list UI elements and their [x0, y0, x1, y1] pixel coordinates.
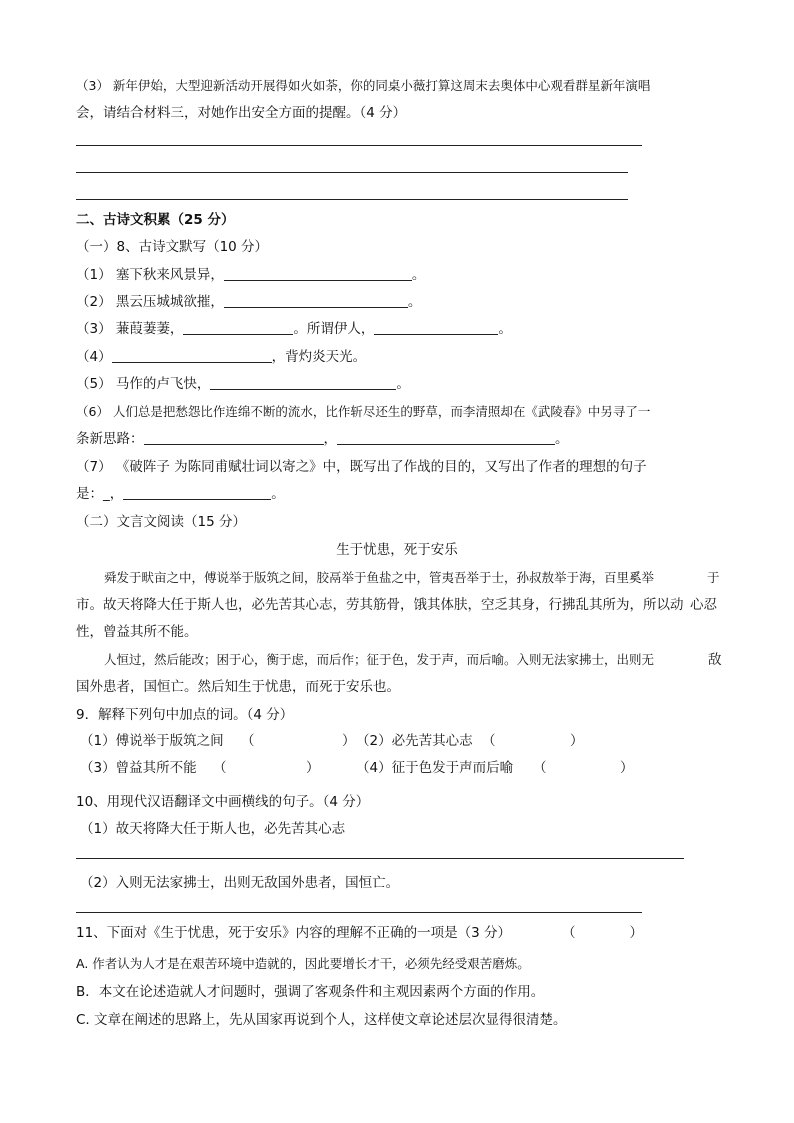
dictation-text: ，背灼炎天光。 — [271, 349, 367, 365]
answer-line — [76, 172, 628, 173]
passage-line-end: 心忍 — [690, 597, 717, 613]
passage-line: 人恒过，然后能改；困于心，衡于虑，而后作；征于色，发于声，而后喻。入则无法家拂士，出则无 — [104, 652, 655, 667]
fill-blank[interactable] — [224, 267, 412, 281]
q9-item-2: （2）必先苦其心志 — [356, 733, 473, 749]
q9-item-1: （1）傅说举于版筑之间 — [80, 733, 224, 749]
dictation-2 — [76, 293, 421, 311]
option-b: B．本文在论述造就人才问题时，强调了客观条件和主观因素两个方面的作用。 — [76, 984, 545, 1000]
question-9: 9．解释下列句中加点的词。（4 分） — [76, 707, 294, 723]
fill-blank[interactable] — [210, 376, 396, 390]
dictation-text: 是：_， — [76, 486, 124, 502]
dictation-text: （5） 马作的卢飞快， — [76, 376, 211, 392]
dictation-text: （1） 塞下秋来风景异， — [76, 267, 224, 283]
q7-3-line2: 会，请结合材料三，对她作出安全方面的提醒。（4 分） — [76, 105, 407, 121]
q9-item-3: （3）曾益其所不能 — [80, 760, 197, 776]
dictation-text: 。 — [498, 321, 512, 337]
dictation-4 — [76, 348, 366, 366]
dictation-7-line1: （7） 《破阵子 为陈同甫赋壮词以寄之》中，既写出了作战的目的，又写出了作者的理想的句子 — [76, 459, 647, 475]
answer-paren[interactable]: （ ） — [562, 925, 643, 941]
paren-open: （ — [213, 760, 227, 776]
dictation-7-line2 — [76, 485, 285, 503]
dictation-3 — [76, 320, 512, 338]
dictation-text: 。 — [555, 431, 569, 447]
option-a: A. 作者认为人才是在艰苦环境中造就的，因此要增长才干，必须先经受艰苦磨炼。 — [76, 956, 530, 971]
paren-close: ） — [570, 733, 584, 749]
paren-open: （ — [241, 733, 255, 749]
q9-item-4: （4）征于色发于声而后喻 — [356, 760, 514, 776]
dictation-text: 条新思路： — [76, 431, 144, 447]
paren-close: ） — [342, 733, 356, 749]
dictation-5 — [76, 375, 410, 393]
passage-line: 舜发于畎亩之中，傅说举于版筑之间，胶鬲举于鱼盐之中，管夷吾举于士，孙叔敖举于海，百里奚举 — [104, 570, 655, 585]
passage-line-end: 敌 — [708, 652, 722, 668]
dictation-text: （3） 蒹葭萋萋， — [76, 321, 184, 337]
paren-close: ） — [620, 760, 634, 776]
dictation-text: （4） — [76, 349, 112, 365]
dictation-text: 。 — [271, 486, 285, 502]
dictation-text: （2） 黑云压城城欲摧， — [76, 294, 224, 310]
fill-blank[interactable] — [123, 486, 271, 500]
question-11: 11、下面对《生于忧患，死于安乐》内容的理解不正确的一项是（3 分） — [76, 925, 512, 941]
answer-line — [76, 858, 684, 859]
dictation-text: 。 — [411, 267, 426, 283]
paren-close: ） — [306, 760, 320, 776]
paren-open: （ — [482, 733, 496, 749]
dictation-text: 。所谓伊人， — [293, 321, 375, 337]
answer-line — [76, 912, 642, 913]
dictation-6-line2 — [76, 430, 569, 448]
passage-line: 市。故天将降大任于斯人也，必先苦其心志，劳其筋骨，饿其体肤，空乏其身，行拂乱其所为，所以动 — [76, 597, 684, 613]
q10-item-2: （2）入则无法家拂士，出则无敌国外患者，国恒亡。 — [80, 875, 400, 891]
passage-line: 性，曾益其所不能。 — [76, 624, 198, 640]
passage-line-end: 于 — [707, 570, 720, 585]
part2-title: （二）文言文阅读（15 分） — [76, 514, 246, 530]
option-c: C. 文章在阐述的思路上，先从国家再说到个人，这样使文章论述层次显得很清楚。 — [76, 1012, 567, 1028]
dictation-1 — [76, 266, 425, 284]
fill-blank[interactable] — [183, 321, 293, 335]
fill-blank[interactable] — [144, 431, 324, 445]
question-10: 10、用现代汉语翻译文中画横线的句子。（4 分） — [76, 794, 370, 810]
fill-blank[interactable] — [112, 349, 272, 363]
section-title: 二、古诗文积累（25 分） — [76, 212, 235, 228]
answer-line — [76, 199, 628, 200]
paren-open: （ — [533, 760, 547, 776]
passage-line: 国外患者，国恒亡。然后知生于忧患，而死于安乐也。 — [76, 679, 400, 695]
dictation-text: 。 — [407, 294, 422, 310]
part1-title: （一）8、古诗文默写（10 分） — [76, 239, 269, 255]
q10-item-1: （1）故天将降大任于斯人也，必先苦其心志 — [80, 821, 346, 837]
dictation-6-line1: （6） 人们总是把愁怨比作连绵不断的流水，比作斩尽还生的野草，而李清照却在《武陵春》中另寻了一 — [76, 404, 651, 419]
fill-blank[interactable] — [224, 294, 408, 308]
answer-line — [76, 145, 642, 146]
q7-3-line1: （3） 新年伊始，大型迎新活动开展得如火如荼，你的同桌小薇打算这周末去奥体中心观看群星新年演唱 — [76, 78, 651, 93]
dictation-text: 。 — [396, 376, 410, 392]
passage-title: 生于忧患，死于安乐 — [336, 542, 458, 558]
fill-blank[interactable] — [337, 431, 555, 445]
fill-blank[interactable] — [374, 321, 498, 335]
dictation-text: ， — [323, 431, 337, 447]
